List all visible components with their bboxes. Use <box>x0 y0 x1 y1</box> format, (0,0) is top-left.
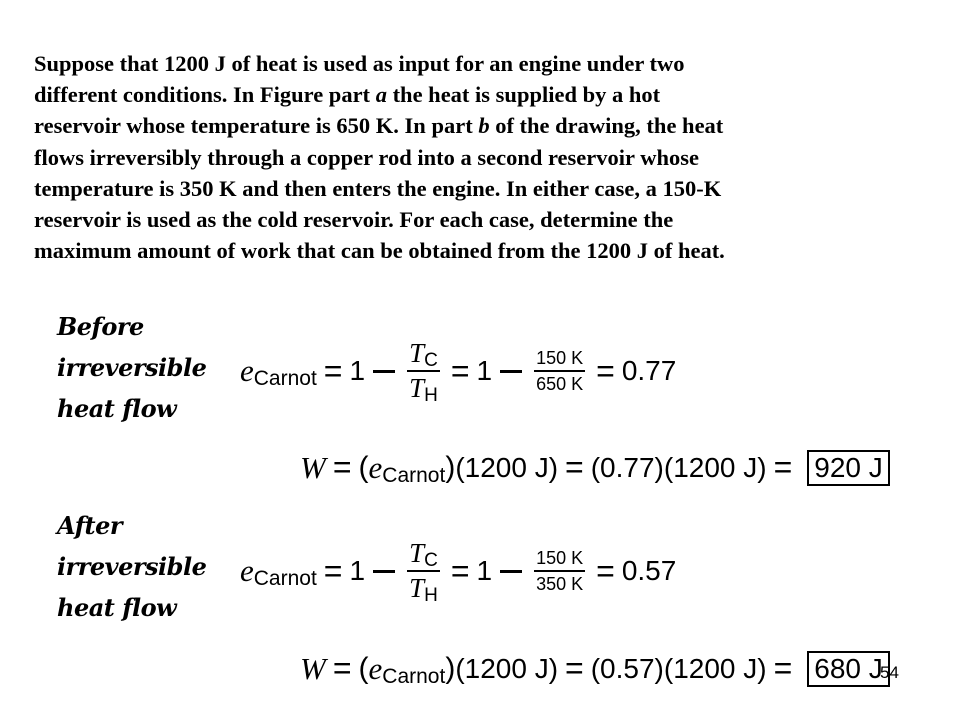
equals-sign: = <box>332 650 352 686</box>
part-b-label: b <box>478 113 490 139</box>
tc-subscript: C <box>424 550 438 571</box>
one: 1 <box>476 355 493 386</box>
numeric-ratio <box>534 549 585 593</box>
equals-sign: = <box>565 650 584 686</box>
fraction-bar <box>534 570 585 572</box>
problem-line-6: reservoir is used as the cold reservoir. For each case, determine the <box>34 207 674 233</box>
before-efficiency-equation <box>240 338 677 406</box>
fraction-bar <box>534 370 585 372</box>
heat-input: (1200 J) <box>455 451 559 483</box>
after-work-result: 680 J <box>807 651 890 687</box>
cold-temperature: 150 K <box>536 548 584 568</box>
minus-sign <box>500 570 522 573</box>
tc-symbol: T <box>409 538 425 568</box>
numeric-ratio <box>534 349 585 393</box>
equals-sign: = <box>332 449 352 485</box>
equals-sign: = <box>773 449 793 485</box>
before-label-line-1: Before <box>57 312 144 341</box>
th-subscript: H <box>424 585 438 606</box>
after-label <box>57 505 206 628</box>
before-label-line-3: heat flow <box>57 394 177 423</box>
cold-temperature: 150 K <box>536 348 584 368</box>
minus-sign <box>500 370 522 373</box>
after-label-line-1: After <box>57 511 123 540</box>
after-label-line-2: irreversible <box>57 552 207 581</box>
equals-sign: = <box>323 552 343 589</box>
temperature-ratio <box>407 538 440 606</box>
th-subscript: H <box>424 385 438 406</box>
after-label-line-3: heat flow <box>57 593 177 622</box>
carnot-subscript: Carnot <box>253 367 317 390</box>
problem-line-1: Suppose that 1200 J of heat is used as input for an engine under two <box>34 51 685 76</box>
hot-temperature: 650 K <box>536 374 584 394</box>
heat-input: (1200 J) <box>663 451 767 483</box>
minus-sign <box>373 570 395 573</box>
efficiency-result: 0.57 <box>621 555 677 586</box>
after-work-equation: W = ( e Carnot ) (1200 J) = (0.57) (1200 J) = 680 J <box>300 650 890 687</box>
problem-line-4: flows irreversibly through a copper rod into a second reservoir whose <box>34 144 699 170</box>
efficiency-symbol: e <box>240 553 254 588</box>
carnot-subscript: Carnot <box>253 567 317 590</box>
before-work-equation: W = ( e Carnot ) (1200 J) = (0.77) (1200 J) = 920 J <box>300 449 890 486</box>
before-label <box>57 306 206 429</box>
th-symbol: T <box>409 373 425 403</box>
minus-sign <box>373 370 395 373</box>
temperature-ratio <box>407 338 440 406</box>
efficiency-result: 0.77 <box>621 355 677 386</box>
before-work-result: 920 J <box>807 450 890 486</box>
equals-sign: = <box>596 352 615 389</box>
after-efficiency-equation <box>240 538 677 606</box>
equals-sign: = <box>773 650 793 686</box>
th-symbol: T <box>409 573 425 603</box>
carnot-subscript: Carnot <box>382 463 446 487</box>
problem-statement <box>34 48 944 266</box>
heat-input: (1200 J) <box>455 652 559 684</box>
work-symbol: W <box>300 650 326 686</box>
efficiency-value: (0.57) <box>590 652 664 684</box>
problem-line-5: temperature is 350 K and then enters the engine. In either case, a 150-K <box>34 175 722 201</box>
work-symbol: W <box>300 449 326 485</box>
one: 1 <box>349 555 366 586</box>
part-a-label: a <box>375 82 387 108</box>
efficiency-symbol: e <box>240 353 254 388</box>
equals-sign: = <box>450 552 470 589</box>
efficiency-value: (0.77) <box>590 451 664 483</box>
one: 1 <box>476 555 493 586</box>
page-number: 54 <box>880 663 899 682</box>
carnot-subscript: Carnot <box>382 664 446 688</box>
problem-line-2: different conditions. In Figure part a the heat is supplied by a hot <box>34 82 661 108</box>
tc-symbol: T <box>409 338 425 368</box>
equals-sign: = <box>450 352 470 389</box>
efficiency-symbol: e <box>368 650 383 686</box>
equals-sign: = <box>565 449 584 485</box>
equals-sign: = <box>323 352 343 389</box>
problem-line-7: maximum amount of work that can be obtained from the 1200 J of heat. <box>34 238 725 264</box>
efficiency-symbol: e <box>368 449 383 485</box>
tc-subscript: C <box>424 350 438 371</box>
before-label-line-2: irreversible <box>57 353 207 382</box>
heat-input: (1200 J) <box>663 652 767 684</box>
equals-sign: = <box>596 552 615 589</box>
one: 1 <box>349 355 366 386</box>
hot-temperature: 350 K <box>536 574 584 594</box>
problem-line-3: reservoir whose temperature is 650 K. In part b of the drawing, the heat <box>34 113 724 139</box>
